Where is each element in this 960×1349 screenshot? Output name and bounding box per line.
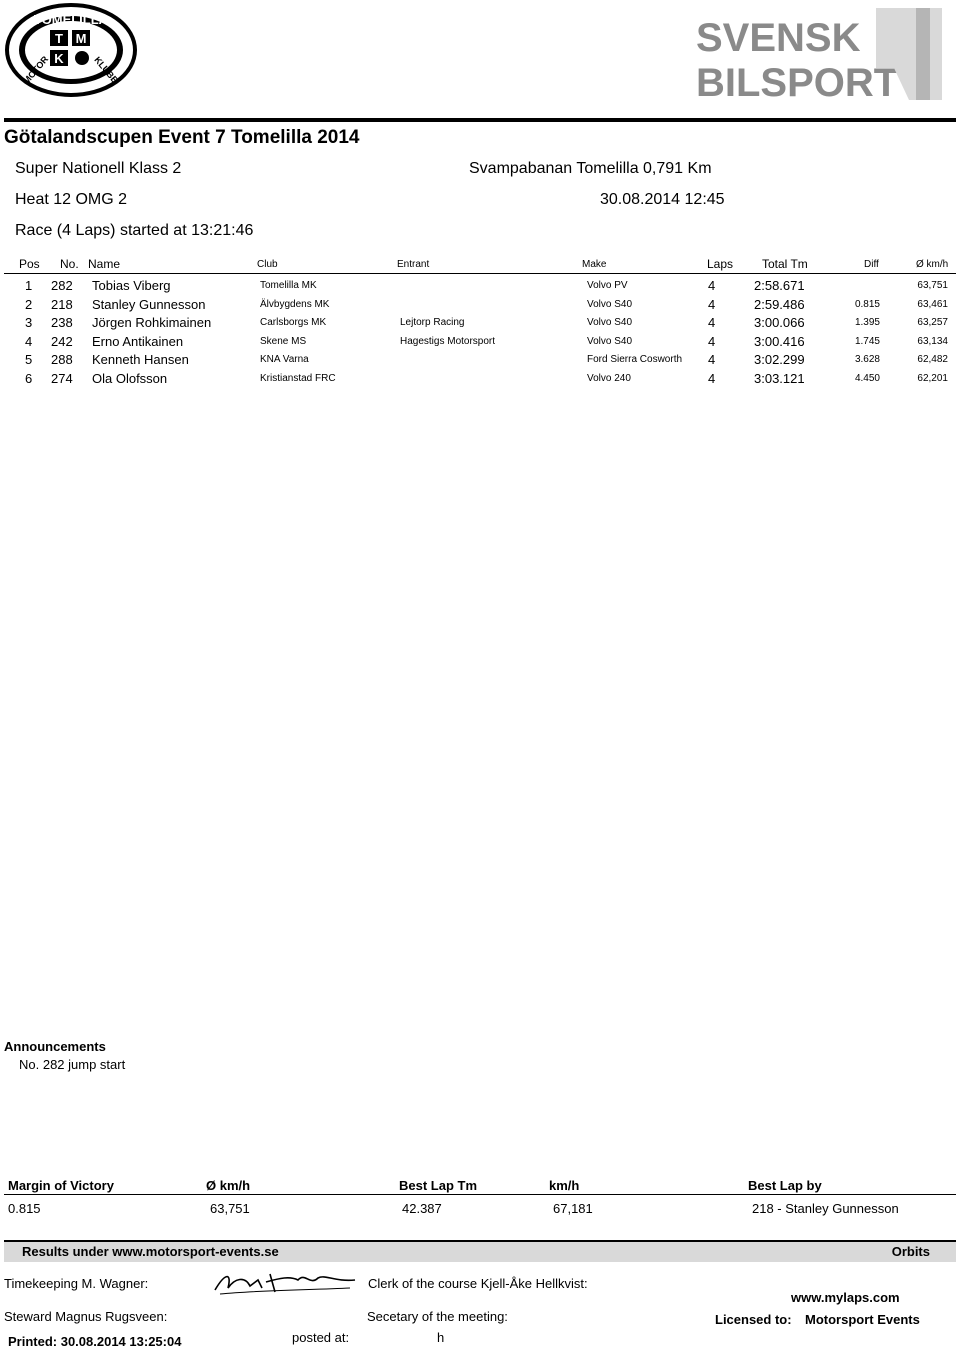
- cell-entrant: Hagestigs Motorsport: [400, 335, 496, 347]
- results-bar: [4, 1240, 956, 1262]
- cell-diff: 1.395: [854, 317, 880, 329]
- col-total: Total Tm: [762, 257, 808, 271]
- best-lap-by-header: Best Lap by: [748, 1178, 822, 1193]
- table-row: [0, 297, 960, 316]
- cell-total: 3:00.066: [754, 315, 805, 331]
- orbits-label: Orbits: [891, 1244, 930, 1259]
- col-name: Name: [88, 257, 121, 271]
- col-club: Club: [257, 259, 278, 270]
- cell-total: 2:59.486: [754, 296, 805, 312]
- avg-speed-value: 63,751: [210, 1201, 250, 1216]
- cell-pos: 6: [25, 371, 33, 386]
- margin-header: Margin of Victory: [8, 1178, 114, 1193]
- table-row: [0, 352, 960, 371]
- mylaps-website: www.mylaps.com: [791, 1290, 900, 1305]
- announcements-title: Announcements: [4, 1039, 106, 1054]
- cell-name: Tobias Viberg: [92, 278, 171, 293]
- timekeeping-label: Timekeeping M. Wagner:: [4, 1276, 149, 1291]
- cell-total: 3:00.416: [754, 333, 805, 349]
- kmh-header: km/h: [549, 1178, 580, 1193]
- svg-text:SVENSK: SVENSK: [696, 16, 861, 60]
- cell-name: Erno Antikainen: [92, 333, 184, 349]
- clerk-label: Clerk of the course Kjell-Åke Hellkvist:: [368, 1276, 588, 1291]
- svg-text:MOTOR: MOTOR: [21, 54, 51, 87]
- cell-name: Jörgen Rohkimainen: [92, 315, 212, 331]
- col-make: Make: [582, 259, 607, 270]
- cell-laps: 4: [708, 371, 716, 386]
- kmh-value: 67,181: [553, 1201, 593, 1216]
- announcement-text: No. 282 jump start: [19, 1057, 126, 1072]
- posted-hour: h: [437, 1330, 445, 1345]
- cell-total: 2:58.671: [754, 278, 805, 293]
- best-lap-header: Best Lap Tm: [399, 1178, 478, 1193]
- cell-make: Volvo S40: [587, 317, 633, 329]
- cell-name: Kenneth Hansen: [92, 352, 189, 368]
- cell-no: 282: [51, 278, 73, 293]
- col-no: No.: [60, 257, 79, 271]
- cell-laps: 4: [708, 333, 716, 349]
- cell-speed: 63,461: [917, 298, 948, 310]
- cell-make: Volvo 240: [587, 373, 631, 384]
- svg-text:BILSPORT: BILSPORT: [696, 61, 899, 102]
- svg-text:K: K: [54, 51, 64, 66]
- table-row: [0, 334, 960, 353]
- cell-diff: 1.745: [854, 335, 880, 347]
- margin-value: 0.815: [8, 1201, 41, 1216]
- printed-timestamp: Printed: 30.08.2014 13:25:04: [8, 1334, 182, 1349]
- cell-speed: 63,751: [917, 280, 948, 291]
- cell-no: 242: [51, 333, 73, 349]
- cell-total: 3:03.121: [754, 371, 805, 386]
- cell-no: 238: [51, 315, 73, 331]
- event-title: Götalandscupen Event 7 Tomelilla 2014: [4, 127, 360, 148]
- col-pos: Pos: [19, 257, 40, 271]
- cell-pos: 1: [25, 278, 33, 293]
- col-speed: Ø km/h: [916, 259, 949, 270]
- cell-club: KNA Varna: [260, 354, 309, 366]
- cell-no: 274: [51, 371, 73, 386]
- cell-make: Volvo S40: [587, 335, 633, 347]
- track-name: Svampabanan Tomelilla 0,791 Km: [469, 160, 712, 177]
- licensed-to: Motorsport Events: [805, 1312, 920, 1327]
- cell-laps: 4: [708, 352, 716, 368]
- cell-laps: 4: [708, 315, 716, 331]
- table-header-divider: [4, 273, 956, 274]
- cell-pos: 2: [25, 296, 33, 312]
- cell-name: Stanley Gunnesson: [92, 296, 206, 312]
- table-row: [0, 371, 960, 390]
- cell-speed: 62,482: [917, 354, 948, 366]
- col-entrant: Entrant: [397, 259, 430, 270]
- heat-datetime: 30.08.2014 12:45: [600, 191, 725, 208]
- cell-club: Tomelilla MK: [260, 280, 317, 291]
- svensk-bilsport-logo: [694, 6, 944, 102]
- heat-name: Heat 12 OMG 2: [15, 191, 128, 208]
- secretary-label: Secetary of the meeting:: [367, 1309, 508, 1324]
- race-info: Race (4 Laps) started at 13:21:46: [15, 222, 254, 239]
- cell-total: 3:02.299: [754, 352, 805, 368]
- svg-text:KLUBB: KLUBB: [92, 54, 121, 86]
- cell-diff: 4.450: [854, 373, 880, 384]
- results-url: Results under www.motorsport-events.se: [22, 1244, 279, 1259]
- posted-label: posted at:: [292, 1330, 350, 1345]
- cell-diff: 3.628: [854, 354, 880, 366]
- table-row: [0, 315, 960, 334]
- cell-make: Volvo S40: [587, 298, 633, 310]
- cell-no: 218: [51, 296, 73, 312]
- cell-speed: 63,257: [917, 317, 948, 329]
- col-laps: Laps: [707, 257, 734, 271]
- cell-club: Skene MS: [260, 335, 307, 347]
- cell-club: Älvbygdens MK: [260, 298, 330, 310]
- logo-text-top: TOMELILLA: [33, 12, 109, 27]
- cell-no: 288: [51, 352, 73, 368]
- svg-text:T: T: [55, 31, 63, 46]
- licensed-label: Licensed to:: [715, 1312, 792, 1327]
- cell-pos: 3: [25, 315, 33, 331]
- class-name: Super Nationell Klass 2: [15, 160, 182, 177]
- cell-entrant: Lejtorp Racing: [400, 317, 465, 329]
- table-row: [0, 278, 960, 297]
- cell-make: Ford Sierra Cosworth: [587, 354, 683, 366]
- signature-image: [210, 1268, 360, 1298]
- svg-text:M: M: [75, 31, 87, 46]
- cell-name: Ola Olofsson: [92, 371, 168, 386]
- steward-label: Steward Magnus Rugsveen:: [4, 1309, 168, 1324]
- header-divider: [4, 118, 956, 122]
- cell-make: Volvo PV: [587, 280, 628, 291]
- cell-pos: 4: [25, 333, 33, 349]
- best-lap-by-value: 218 - Stanley Gunnesson: [752, 1201, 899, 1216]
- cell-laps: 4: [708, 296, 716, 312]
- avg-speed-header: Ø km/h: [206, 1178, 251, 1193]
- cell-club: Carlsborgs MK: [260, 317, 327, 329]
- best-lap-value: 42.387: [402, 1201, 442, 1216]
- summary-divider: [4, 1194, 956, 1195]
- cell-club: Kristianstad FRC: [260, 373, 336, 384]
- cell-diff: 0.815: [854, 298, 880, 310]
- cell-speed: 62,201: [917, 373, 948, 384]
- tomelilla-motorklubb-logo: [4, 2, 138, 98]
- cell-pos: 5: [25, 352, 33, 368]
- col-diff: Diff: [864, 259, 879, 270]
- cell-laps: 4: [708, 278, 716, 293]
- cell-speed: 63,134: [917, 335, 948, 347]
